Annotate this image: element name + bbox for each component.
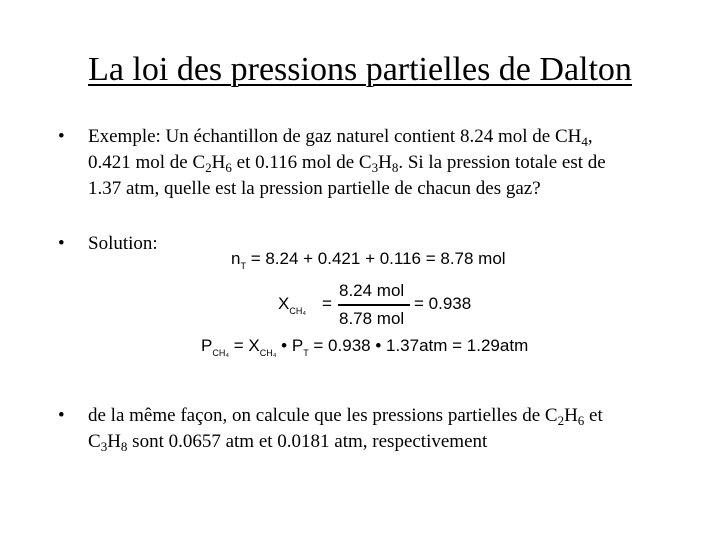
- example-line-3: 1.37 atm, quelle est la pression partielle de chacun des gaz?: [88, 178, 541, 199]
- equation-total-moles: $n_T = 8.24 + 0.421 + 0.116 = 8.78$ mol: [231, 249, 506, 271]
- equation-mole-fraction-eq: =: [322, 294, 332, 313]
- slide-title: La loi des pressions partielles de Dalton: [88, 51, 632, 88]
- equation-partial-pressure: $P_{CH_4} = X_{CH_4}$ • $P_T = 0.938$ • 1.37atm = 1.29atm: [201, 336, 529, 358]
- bullet-dot: •: [58, 405, 65, 426]
- bullet-dot: •: [58, 126, 65, 147]
- example-line-1: Exemple: Un échantillon de gaz naturel contient 8.24 mol de $CH_4$,: [88, 126, 593, 149]
- conclusion-line-1: de la même façon, on calcule que les pressions partielles de $C_2H_6$ et: [88, 405, 603, 428]
- bullet-dot: •: [58, 233, 65, 254]
- example-text: [88, 124, 688, 202]
- conclusion-text: [88, 403, 688, 455]
- equation-mole-fraction-lhs: $X_{CH_4}$: [278, 294, 307, 316]
- conclusion-line-2: $C_3H_8$ sont 0.0657 atm et 0.0181 atm, respectivement: [88, 431, 488, 454]
- example-line-2: 0.421 mol de $C_2H_6$ et 0.116 mol de $C_3H_8$. Si la pression totale est de: [88, 152, 606, 175]
- equation-mole-fraction-result: = 0.938: [414, 294, 472, 313]
- solution-label: Solution:: [88, 233, 158, 254]
- equation-mole-fraction-numerator: 8.24 mol: [339, 281, 405, 300]
- equation-mole-fraction-denominator: 8.78 mol: [339, 309, 405, 328]
- fraction-bar: [338, 304, 410, 306]
